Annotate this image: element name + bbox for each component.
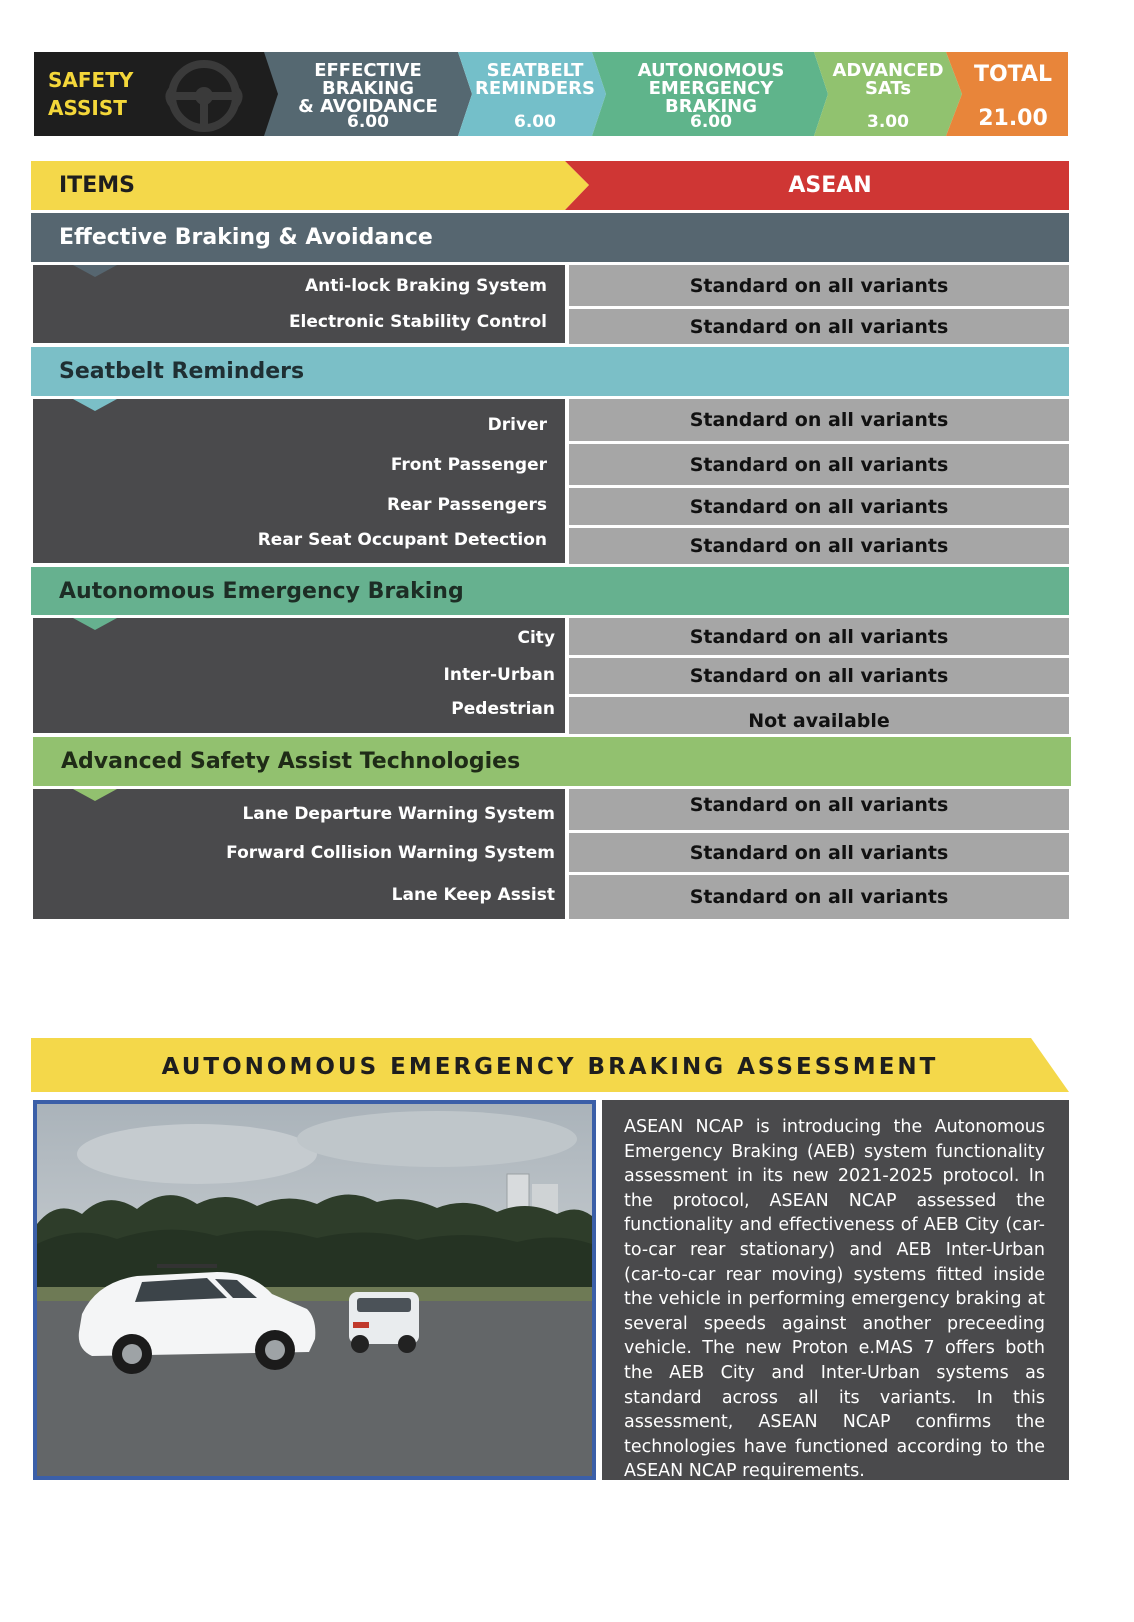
section-items-aeb [33,618,565,733]
cat-value: 3.00 [867,112,909,132]
cat-label: SATs [864,78,912,99]
aeb-description: ASEAN NCAP is introducing the Autonomous Emergency Braking (AEB) system functionality assessment in its new 2021-2025 protocol. In the protocol, ASEAN NCAP assessed the functionality and effectiveness of AEB City (car-to-car rear stationary) and AEB Inter-Urban (car-to-car rear moving) systems fitted inside the vehicle in performing emergency braking at several speeds against another preceeding vehicle. The new Proton e.MAS 7 offers both the AEB City and Inter-Urban systems as standard across all its variants. In this assessment, ASEAN NCAP confirms the technologies have functioned according to the ASEAN NCAP requirements. [624,1117,1045,1482]
cat-value: 6.00 [690,112,732,132]
section-title: Advanced Safety Assist Technologies [61,749,521,774]
aeb-test-scene [37,1104,592,1476]
item-label: Forward Collision Warning System [226,843,555,863]
value-cell: Standard on all variants [569,833,1069,872]
item-label: Anti-lock Braking System [304,276,547,296]
total-value: 21.00 [978,106,1048,131]
cat-value: 6.00 [347,112,389,132]
value-cell: Standard on all variants [569,618,1069,655]
value-cell: Standard on all variants [569,399,1069,441]
section-items-braking [33,265,565,343]
aeb-test-photo [33,1100,596,1480]
item-label: Lane Departure Warning System [242,804,555,824]
table-header [31,161,1069,210]
item-label: Pedestrian [451,699,555,719]
section-title: Seatbelt Reminders [59,359,305,384]
safety-label-line1: SAFETY [48,68,134,92]
section-items-advanced [33,789,565,919]
value-cell: Not available [569,697,1069,734]
value-cell: Standard on all variants [569,528,1069,564]
section-header-braking [31,213,1069,262]
aeb-title: AUTONOMOUS EMERGENCY BRAKING ASSESSMENT [161,1054,939,1080]
cat-label: SEATBELT [486,60,584,81]
cat-label: EFFECTIVE BRAKING [314,60,422,99]
cat-label: & AVOIDANCE [298,96,438,117]
cat-label: EMERGENCY BRAKING [648,78,774,117]
value-cell: Standard on all variants [569,789,1069,830]
section-items-seatbelt [33,399,565,563]
value-cell: Standard on all variants [569,309,1069,344]
cat-effective-braking [278,52,458,136]
aeb-description-box [602,1100,1069,1480]
item-label: City [517,628,555,648]
value-cell: Standard on all variants [569,265,1069,306]
item-label: Lane Keep Assist [391,885,555,905]
item-label: Rear Seat Occupant Detection [257,530,547,550]
section-title: Autonomous Emergency Braking [59,578,464,604]
cat-advanced-sats [828,52,948,136]
notch-arrow [73,789,117,801]
safety-assist-title [48,66,133,122]
notch-arrow [73,265,117,277]
section-header-advanced [33,737,1071,786]
cat-aeb [606,52,816,136]
section-header-seatbelt [31,347,1069,396]
notch-arrow [73,618,117,630]
items-header: ITEMS [59,173,135,198]
asean-header: ASEAN [788,173,872,198]
cat-total [958,52,1068,136]
section-header-aeb [31,567,1069,615]
notch-arrow [73,399,117,411]
value-cell: Standard on all variants [569,488,1069,525]
safety-label-line2: ASSIST [48,96,127,120]
value-cell: Standard on all variants [569,875,1069,919]
safety-assist-banner [34,52,1068,136]
section-title: Effective Braking & Avoidance [59,225,433,250]
cat-label: ADVANCED [832,60,944,81]
cat-seatbelt [470,52,600,136]
steering-wheel-icon [164,58,244,134]
cat-label: REMINDERS [475,78,595,99]
cat-label: AUTONOMOUS [637,60,785,81]
item-label: Electronic Stability Control [288,312,547,332]
item-label: Rear Passengers [387,495,547,515]
item-label: Driver [487,415,547,435]
item-label: Inter-Urban [443,665,555,685]
value-cell: Standard on all variants [569,444,1069,485]
aeb-assessment-banner [31,1038,1069,1092]
total-label: TOTAL [973,62,1053,87]
cat-value: 6.00 [514,112,556,132]
item-label: Front Passenger [390,455,547,475]
value-cell: Standard on all variants [569,658,1069,694]
